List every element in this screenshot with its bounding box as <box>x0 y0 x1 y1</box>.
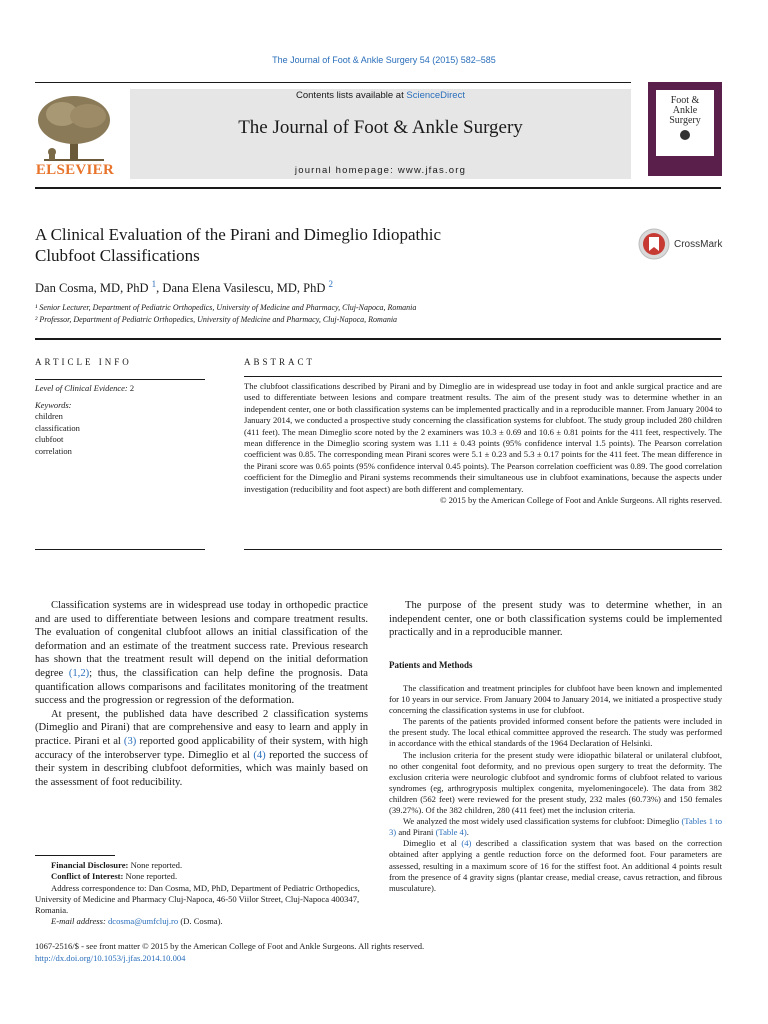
keywords-label <box>35 400 205 412</box>
journal-homepage[interactable]: journal homepage: www.jfas.org <box>294 165 467 176</box>
correspondence-address: Address correspondence to: Dan Cosma, MD, PhD, Department of Pediatric Orthopedics, University of Medicine and Pharmacy Cluj-Napoca, 46-50 Viilor Street, Cluj-Napoca 400347, Romania. <box>35 882 360 916</box>
paragraph-text: ; thus, the classification can help define the prognosis. Data quantification allows comparisons and facilitates monitoring of the treatment success and the progression or regression of the deformation. <box>35 667 368 707</box>
reference-link[interactable]: (3) <box>123 735 137 747</box>
contents-available-line <box>130 90 631 101</box>
author-name: Dan Cosma, MD, PhD <box>35 281 149 296</box>
header-section-rule <box>35 338 721 340</box>
footnotes-block <box>35 860 368 928</box>
crossmark-icon <box>638 228 670 260</box>
masthead-bottom-rule <box>35 187 721 189</box>
evidence-level-value: 2 <box>127 383 135 393</box>
journal-citation[interactable]: The Journal of Foot & Ankle Surgery 54 (2015) 582–585 <box>272 55 496 65</box>
abstract-rule <box>244 376 722 377</box>
author-affiliation-ref[interactable]: 1 <box>151 279 157 289</box>
methods-paragraph <box>389 816 722 838</box>
crossmark-badge[interactable] <box>638 228 728 264</box>
title-line-1: A Clinical Evaluation of the Pirani and Dimeglio Idiopathic <box>35 225 442 244</box>
page-footer <box>35 941 424 964</box>
section-heading-patients-methods: Patients and Methods <box>389 660 473 670</box>
abstract-heading: ABSTRACT <box>244 357 316 367</box>
abstract-text: The clubfoot classifications described by Pirani and by Dimeglio are in widespread use today in foot and ankle surgical practice and are used to differentiate between lesions and compare treatment results. The aim of the present study was to determine whether in an independent center, one or both classification systems can be implemented practically and in a reproducible manner. From January 2004 to January 2014, we conducted a prospective study concerning the classification systems for clubfoot. The study group included 280 children (411 feet). The mean Dimeglio score noted by the 2 examiners was 10.3 ± 0.69 and 10.6 ± 0.81 points for the 411 feet, respectively. The mean difference in the Dimeglio scoring system was 1.11 ± 0.43 points (95% confidence interval 1.5 points). The Pearson correlation coefficient was 0.85. The corresponding mean Pirani scores were 5.1 ± 0.23 and 5.3 ± 0.17 points for the 411 feet. The mean difference in the Pirani score was 0.65 points (95% confidence interval 0.45 points). The Pearson correlation coefficient was 0.89. The good correlation coefficient for the Dimeglio and Pirani systems recommends their simultaneous use in clubfoot examinations, because the aspects under investigation (reducibility and foot aspect) are both different and complementary. <box>244 381 722 494</box>
keyword-item: correlation <box>35 445 72 456</box>
methods-paragraph: The classification and treatment principles for clubfoot have been known and implemented for 10 years in our service. From January 2004 to January 2014, we initiated a prospective study concerning the classification systems in use for clubfoot. <box>389 683 722 716</box>
reference-link[interactable]: (1,2) <box>68 667 90 679</box>
paragraph-text: . <box>466 827 469 838</box>
contents-prefix: Contents lists available at <box>296 90 407 101</box>
author-affiliation-ref[interactable]: 2 <box>328 279 333 289</box>
body-right-intro <box>389 599 722 640</box>
journal-title: The Journal of Foot & Ankle Surgery <box>238 117 523 138</box>
article-info-bottom-rule <box>35 549 205 550</box>
conflict-of-interest <box>35 871 368 882</box>
paragraph-text: Classification systems are in widespread use today in orthopedic practice and are used to differentiate between lesions and compare treatment results. The evaluation of congenital clubfoot allows an initial classification of the deformation and an estimate of the treatment success rate. Previous research has shown that the treatment result will depend on the initial deformation degree <box>35 600 368 679</box>
issn-line: 1067-2516/$ - see front matter © 2015 by the American College of Foot and Ankle Surgeons. All rights reserved. <box>35 941 425 951</box>
sciencedirect-link[interactable]: ScienceDirect <box>406 90 465 101</box>
email-label: E-mail address: <box>51 916 106 927</box>
reference-link[interactable]: (4) <box>253 749 266 761</box>
footnote-rule <box>35 855 115 856</box>
email-line <box>35 916 368 927</box>
evidence-level-label: Level of Clinical Evidence: <box>35 383 128 393</box>
title-line-2: Clubfoot Classifications <box>35 246 200 265</box>
paragraph-text: described a classification system that was based on the correction obtained after applying a gentle reduction force on the deformed foot. Four parameters are assessed, resulting in a maximum score of 16 for the stiffest foot. An additional 4 points result from the presence of 4 gravity signs (plantar crease, medial crease, cavus retraction, and fibrous musculature). <box>389 838 722 893</box>
author-list <box>35 279 333 296</box>
abstract-bottom-rule <box>244 549 722 550</box>
keyword-item: clubfoot <box>35 434 64 444</box>
body-paragraph: The purpose of the present study was to determine whether, in an independent center, one or both classification systems could be implemented practically and in a reproducible manner. <box>389 600 722 639</box>
article-info-rule <box>35 379 205 380</box>
keywords-label-text: Keywords: <box>35 399 72 410</box>
author-separator: , <box>156 281 163 296</box>
table-link[interactable]: (Table 4) <box>435 827 467 838</box>
methods-paragraph <box>389 838 722 893</box>
cover-emblem-icon <box>680 130 690 140</box>
body-paragraph <box>35 708 368 790</box>
article-info-heading: ARTICLE INFO <box>35 357 132 367</box>
methods-text-column <box>389 683 722 894</box>
crossmark-label: CrossMark <box>674 239 723 250</box>
paragraph-text: Dimeglio et al <box>403 838 462 849</box>
footnote-label: Financial Disclosure: <box>51 860 129 870</box>
masthead-top-rule <box>35 82 631 83</box>
paragraph-text: reported the success of their system in describing clubfoot deformities, which was mainly based on the assessment of foot reducibility. <box>35 749 368 788</box>
paragraph-text: We analyzed the most widely used classification systems for clubfoot: Dimeglio <box>403 816 682 827</box>
financial-disclosure <box>35 860 368 871</box>
cover-title-line: Surgery <box>669 115 701 126</box>
evidence-level <box>35 383 205 395</box>
footnote-value: None reported. <box>123 871 178 882</box>
article-title <box>35 224 555 266</box>
cover-title-line: Foot & <box>670 95 700 106</box>
paragraph-text: reported good applicability of their system, with high accuracy of the interobserver type. Dimeglio et al <box>35 735 368 761</box>
abstract-body <box>244 381 722 506</box>
affiliation-2: ² Professor, Department of Pediatric Orthopedics, University of Medicine and Pharmacy, Cluj-Napoca, Romania <box>35 315 398 324</box>
cover-panel <box>656 90 714 156</box>
elsevier-wordmark[interactable]: ELSEVIER <box>35 162 115 178</box>
footnote-value: None reported. <box>128 860 183 870</box>
footnote-label: Conflict of Interest: <box>51 871 124 882</box>
table-link[interactable]: (Tables 1 to 3) <box>389 816 722 838</box>
abstract-copyright: © 2015 by the American College of Foot and Ankle Surgeons. All rights reserved. <box>439 495 722 506</box>
methods-paragraph: The inclusion criteria for the present study were idiopathic bilateral or unilateral clubfoot, no other congenital foot deformity, and no previous open surgery to treat the deformity. The exclusion criteria were neurologic clubfoot and syndromic forms of clubfoot related to various syndromes (eg, arthrogryposis multiplex congenita, myelomeningocele). The data from 382 children (562 feet) were reviewed for the present study, 232 males (60.73%) and 150 females (39.27%). Of the 382 children, 280 (411 feet) met the inclusion criteria. <box>389 749 722 816</box>
keyword-item: classification <box>35 422 80 433</box>
paragraph-text: At present, the published data have described 2 classification systems (Dimeglio and Pirani) that are comprehensive and easy to learn and apply in practice. Pirani et al <box>35 708 368 747</box>
email-suffix: (D. Cosma). <box>178 916 223 927</box>
reference-link[interactable]: (4) <box>461 838 472 849</box>
author-name: Dana Elena Vasilescu, MD, PhD <box>162 281 326 296</box>
body-paragraph <box>35 599 368 708</box>
doi-link[interactable]: http://dx.doi.org/10.1053/j.jfas.2014.10.004 <box>35 952 186 963</box>
cover-title-line: Ankle <box>672 105 698 116</box>
journal-cover-thumbnail[interactable] <box>648 82 722 176</box>
keyword-item: children <box>35 411 63 421</box>
affiliation-1: ¹ Senior Lecturer, Department of Pediatric Orthopedics, University of Medicine and Pharmacy, Cluj-Napoca, Romania <box>35 303 417 312</box>
article-info-block <box>35 383 205 457</box>
body-left-column <box>35 599 368 789</box>
paragraph-text: and Pirani <box>396 827 436 838</box>
email-link[interactable]: dcosma@umfcluj.ro <box>107 916 179 927</box>
methods-paragraph: The parents of the patients provided informed consent before the patients were included in the present study. The local ethical committee approved the research. The study was performed in accordance with the ethical standards of the 1964 Declaration of Helsinki. <box>389 716 722 749</box>
